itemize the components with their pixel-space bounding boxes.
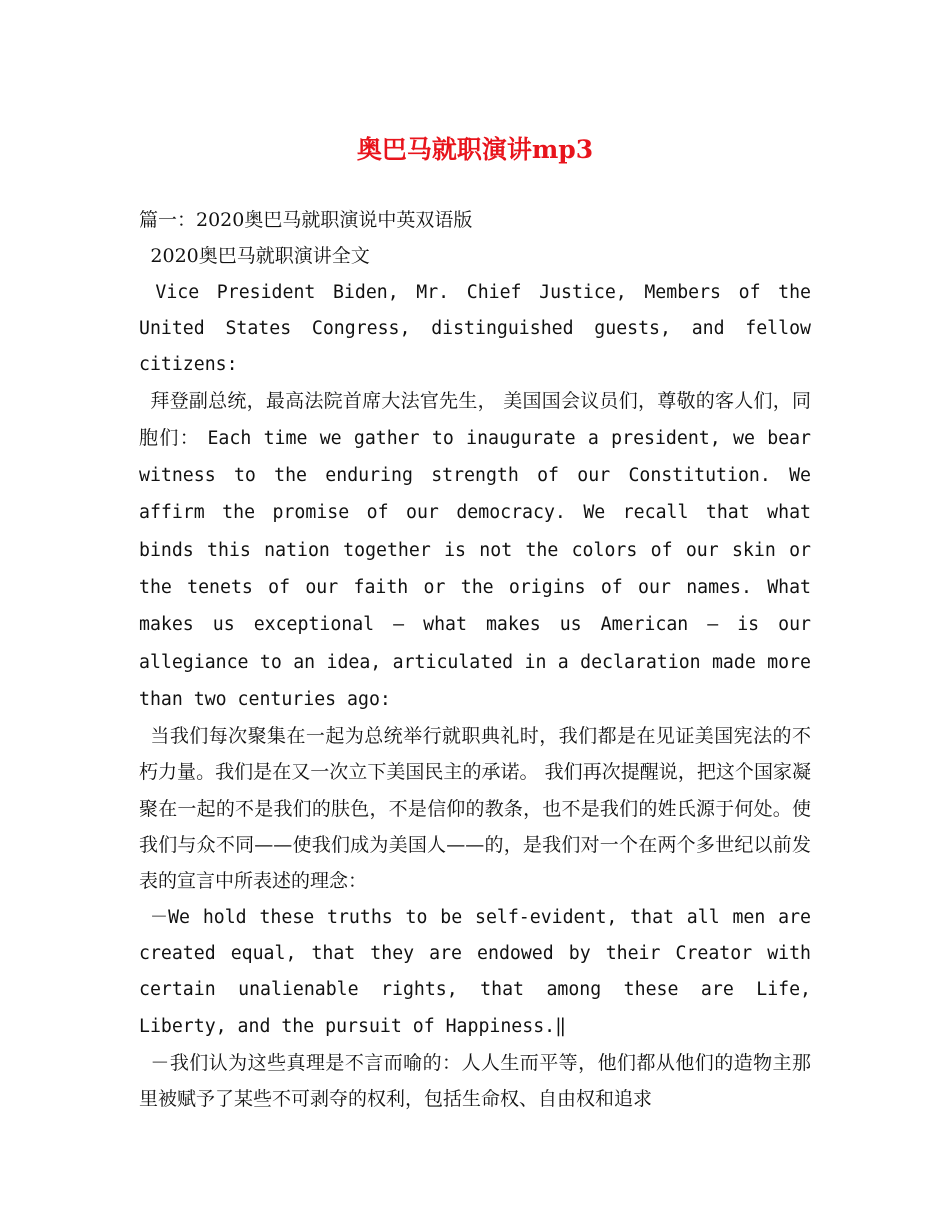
document-body (139, 202, 811, 1117)
chinese-salutation-text: 拜登副总统，最高法院首席大法官先生， 美国国会议员们，尊敬的客人们，同胞们： (139, 390, 811, 449)
document-title: 奥巴马就职演讲mp3 (356, 135, 594, 164)
paragraph-chinese-salutation (139, 383, 811, 718)
english-opening-text: Each time we gather to inaugurate a president, we bear witness to the enduring strength of our Constitution. We affirm the promise of our democracy. We recall that what binds this nation together is not the colors of our skin or the tenets of our faith or the origins of our names. What makes us exceptional – what makes us American – is our allegiance to an idea, articulated in a declaration made more than two centuries ago: (139, 427, 811, 710)
paragraph-english-quote: －We hold these truths to be self-evident, that all men are created equal, that they are endowed by their Creator with certain unalienable rights, that among these are Life, Liberty, and the pursuit of Happiness.‖ (139, 906, 811, 1037)
paragraph-chinese-quote: －我们认为这些真理是不言而喻的：人人生而平等，他们都从他们的造物主那里被赋予了某些不可剥夺的权利，包括生命权、自由权和追求 (139, 1051, 811, 1111)
paragraph-english-salutation: Vice President Biden, Mr. Chief Justice, Members of the United States Congress, distinguished guests, and fellow citizens: (139, 281, 811, 376)
paragraph-subheading: 2020奥巴马就职演讲全文 (150, 245, 370, 268)
paragraph-section-heading: 篇一：2020奥巴马就职演说中英双语版 (139, 209, 473, 231)
paragraph-chinese-opening: 当我们每次聚集在一起为总统举行就职典礼时，我们都是在见证美国宪法的不朽力量。我们是在又一次立下美国民主的承诺。 我们再次提醒说，把这个国家凝聚在一起的不是我们的肤色，不是信仰的教条，也不是我们的姓氏源于何处。使我们与众不同——使我们成为美国人——的，是我们对一个在两个多世纪以前发表的宣言中所表述的理念： (139, 725, 811, 893)
